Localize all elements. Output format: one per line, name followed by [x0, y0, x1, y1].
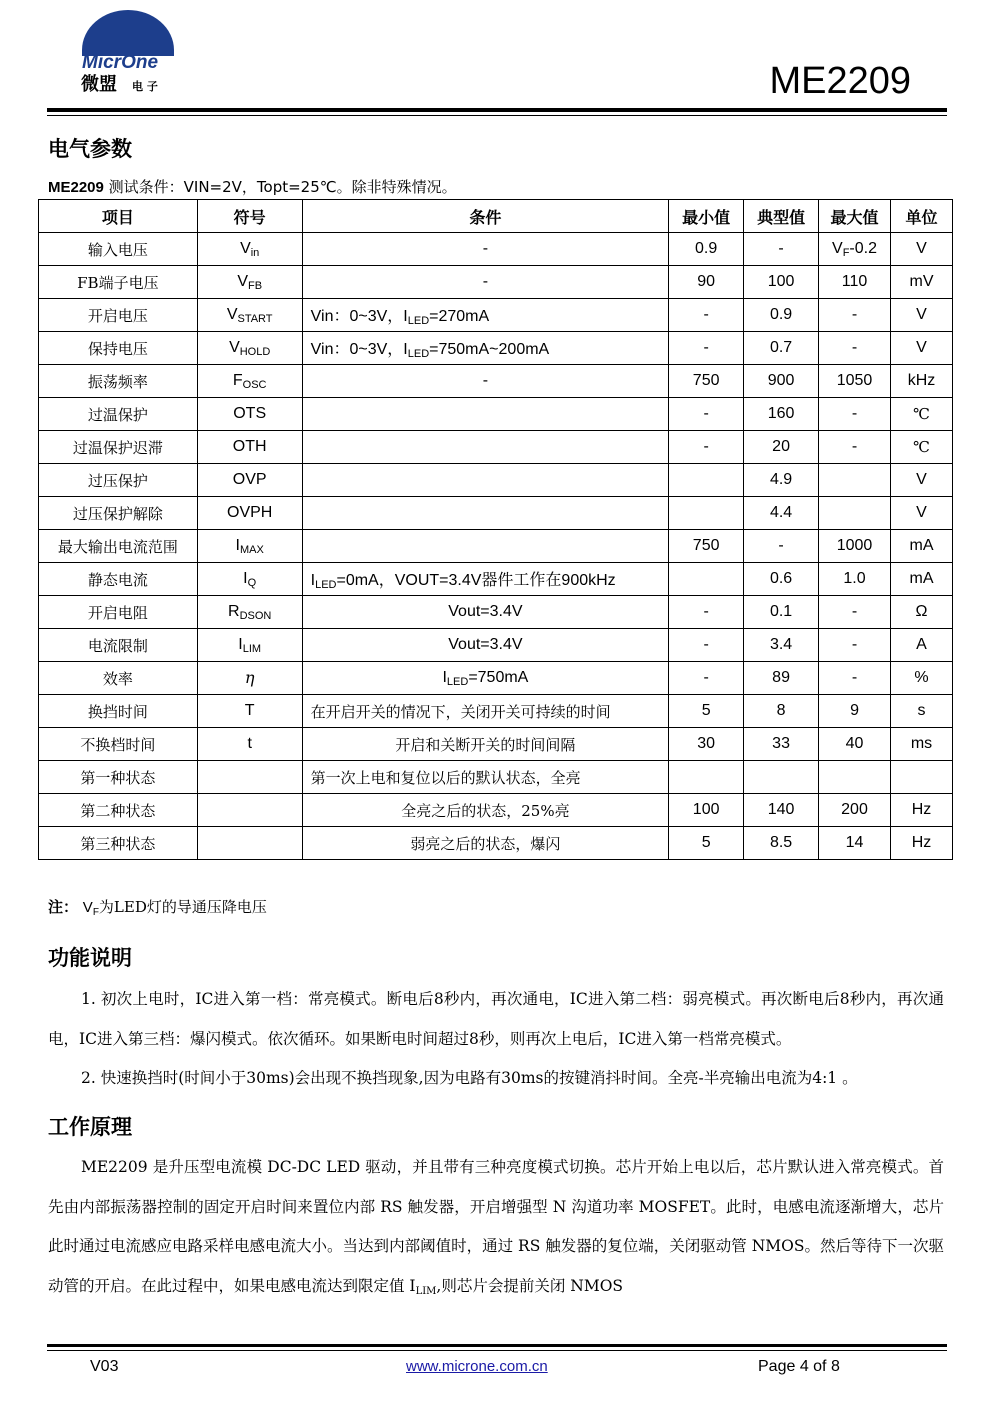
cell-min: -: [669, 332, 744, 365]
table-header-cell: 条件: [302, 200, 669, 233]
footer-url-link[interactable]: www.microne.com.cn: [406, 1358, 548, 1375]
cell-typ: 89: [744, 662, 819, 695]
section-title-principle: 工作原理: [48, 1115, 132, 1139]
cell-symbol: $I_Q$: [197, 563, 302, 596]
cell-unit: A: [891, 629, 953, 662]
cell-unit: V: [891, 332, 953, 365]
cell-condition: [302, 431, 669, 464]
cell-min: 5: [669, 695, 744, 728]
footer-rule: [47, 1344, 947, 1347]
cell-min: 0.9: [669, 233, 744, 266]
cell-item: 不换档时间: [39, 728, 198, 761]
cell-min: [669, 497, 744, 530]
cell-min: [669, 464, 744, 497]
cell-max: 14: [819, 827, 891, 860]
table-row: [39, 332, 953, 365]
cell-max: -: [819, 398, 891, 431]
table-row: [39, 431, 953, 464]
cell-typ: -: [744, 530, 819, 563]
cell-item: 振荡频率: [39, 365, 198, 398]
cell-symbol: $I_{MAX}$: [197, 530, 302, 563]
cell-condition: $I_{LED}=0mA$，VOUT=3.4V器件工作在900kHz: [302, 563, 669, 596]
parameters-table: [38, 199, 953, 860]
table-row: [39, 497, 953, 530]
cell-typ: 20: [744, 431, 819, 464]
cell-item: 保持电压: [39, 332, 198, 365]
cell-item: 电流限制: [39, 629, 198, 662]
header-rule: [47, 108, 947, 112]
cell-max: 1.0: [819, 563, 891, 596]
cell-condition: 在开启开关的情况下，关闭开关可持续的时间: [302, 695, 669, 728]
cell-typ: 0.1: [744, 596, 819, 629]
cell-item: 过压保护解除: [39, 497, 198, 530]
cell-item: 最大输出电流范围: [39, 530, 198, 563]
cell-symbol: η: [197, 662, 302, 695]
cell-typ: 160: [744, 398, 819, 431]
cell-symbol: $V_{FB}$: [197, 266, 302, 299]
cell-min: [669, 563, 744, 596]
cell-symbol: $F_{OSC}$: [197, 365, 302, 398]
note-label: 注：: [48, 898, 79, 916]
table-row: [39, 530, 953, 563]
cell-item: 第三种状态: [39, 827, 198, 860]
cell-unit: Hz: [891, 794, 953, 827]
cell-unit: mA: [891, 530, 953, 563]
note-symbol: $V_F$: [82, 899, 99, 918]
logo-cn: 微盟: [81, 74, 117, 95]
cell-typ: [744, 761, 819, 794]
cell-min: -: [669, 629, 744, 662]
cell-item: FB端子电压: [39, 266, 198, 299]
cell-typ: 0.9: [744, 299, 819, 332]
cell-typ: 33: [744, 728, 819, 761]
cell-symbol: t: [197, 728, 302, 761]
cell-typ: 4.4: [744, 497, 819, 530]
logo-arc-icon: [82, 10, 174, 56]
cell-min: 30: [669, 728, 744, 761]
cell-condition: 第一次上电和复位以后的默认状态，全亮: [302, 761, 669, 794]
logo-latin: MicrOne: [82, 52, 159, 73]
cell-typ: -: [744, 233, 819, 266]
table-row: [39, 728, 953, 761]
cell-max: [819, 761, 891, 794]
cell-max: [819, 497, 891, 530]
cell-min: -: [669, 299, 744, 332]
cell-max: -: [819, 662, 891, 695]
cell-typ: 4.9: [744, 464, 819, 497]
part-number: ME2209: [769, 60, 911, 102]
cell-unit: V: [891, 497, 953, 530]
cell-condition: Vin：0~3V，$I_{LED}=750mA\sim 200mA$: [302, 332, 669, 365]
cell-symbol: [197, 794, 302, 827]
table-note: [48, 896, 267, 918]
footer-link-wrap: [406, 1358, 548, 1375]
cell-typ: 0.6: [744, 563, 819, 596]
cell-symbol: $R_{DSON}$: [197, 596, 302, 629]
table-row: [39, 299, 953, 332]
cell-item: 换挡时间: [39, 695, 198, 728]
cell-symbol: $V_{HOLD}$: [197, 332, 302, 365]
cell-unit: Ω: [891, 596, 953, 629]
cell-max: 110: [819, 266, 891, 299]
note-text: 为LED灯的导通压降电压: [98, 898, 267, 916]
cell-max: 1000: [819, 530, 891, 563]
cell-unit: kHz: [891, 365, 953, 398]
cell-condition: -: [302, 365, 669, 398]
principle-paragraph: ME2209 是升压型电流模 DC-DC LED 驱动，并且带有三种亮度模式切换。芯片开始上电以后，芯片默认进入常亮模式。首先由内部振荡器控制的固定开启时间来置位内部 RS 触发器，开启增强型 N 沟道功率 MOSFET。此时，电感电流逐渐增大，芯片此时通过电流感应电路采样电感电流大小。当达到内部阈值时，通过 RS 触发器的复位端，关闭驱动管 NMOS。然后等待下一次驱动管的开启。在此过程中，如果电感电流达到限定值 $I_{LIM}$,则芯片会提前关闭 NMOS: [48, 1158, 944, 1297]
cell-symbol: OTS: [197, 398, 302, 431]
cell-typ: 8: [744, 695, 819, 728]
cell-condition: [302, 464, 669, 497]
cell-max: $V_F-0.2$: [819, 233, 891, 266]
cell-symbol: T: [197, 695, 302, 728]
cell-unit: %: [891, 662, 953, 695]
table-row: [39, 365, 953, 398]
table-header-cell: 项目: [39, 200, 198, 233]
table-row: [39, 761, 953, 794]
table-row: [39, 662, 953, 695]
footer-page-number: Page 4 of 8: [758, 1358, 840, 1375]
cell-max: -: [819, 596, 891, 629]
table-header-cell: 单位: [891, 200, 953, 233]
cell-item: 第一种状态: [39, 761, 198, 794]
section-title-function: 功能说明: [48, 946, 132, 970]
table-header-cell: 最小值: [669, 200, 744, 233]
cell-item: 效率: [39, 662, 198, 695]
cell-item: 第二种状态: [39, 794, 198, 827]
cell-unit: mA: [891, 563, 953, 596]
cell-symbol: $V_{in}$: [197, 233, 302, 266]
table-row: [39, 398, 953, 431]
cell-unit: mV: [891, 266, 953, 299]
caption-text: 测试条件：VIN=2V，Topt=25℃。除非特殊情况。: [103, 178, 457, 196]
cell-condition: [302, 398, 669, 431]
cell-max: -: [819, 629, 891, 662]
cell-condition: 全亮之后的状态，25%亮: [302, 794, 669, 827]
table-header-row: [39, 200, 953, 233]
cell-condition: $I_{LED}=750mA$: [302, 662, 669, 695]
cell-condition: 弱亮之后的状态，爆闪: [302, 827, 669, 860]
cell-unit: V: [891, 233, 953, 266]
cell-condition: 开启和关断开关的时间间隔: [302, 728, 669, 761]
cell-min: 5: [669, 827, 744, 860]
cell-condition: Vin：0~3V，$I_{LED}=270mA$: [302, 299, 669, 332]
cell-min: -: [669, 431, 744, 464]
cell-unit: V: [891, 299, 953, 332]
function-paragraph-2: 2. 快速换挡时(时间小于30ms)会出现不换挡现象,因为电路有30ms的按键消抖时间。全亮-半亮输出电流为4:1 。: [81, 1069, 858, 1087]
table-row: [39, 266, 953, 299]
cell-min: -: [669, 596, 744, 629]
table-row: [39, 464, 953, 497]
footer-rule-thin: [47, 1350, 947, 1351]
table-header-cell: 最大值: [819, 200, 891, 233]
cell-condition: Vout=3.4V: [302, 629, 669, 662]
cell-item: 过温保护: [39, 398, 198, 431]
cell-unit: ℃: [891, 431, 953, 464]
cell-max: 40: [819, 728, 891, 761]
cell-unit: Hz: [891, 827, 953, 860]
function-paragraph-1: 1. 初次上电时，IC进入第一档：常亮模式。断电后8秒内，再次通电，IC进入第二档：弱亮模式。再次断电后8秒内，再次通电，IC进入第三档：爆闪模式。依次循环。如果断电时间超过8秒，则再次上电后，IC进入第一档常亮模式。: [48, 990, 944, 1048]
cell-condition: Vout=3.4V: [302, 596, 669, 629]
cell-min: [669, 761, 744, 794]
caption-part: ME2209: [48, 179, 104, 196]
cell-unit: ℃: [891, 398, 953, 431]
cell-item: 开启电阻: [39, 596, 198, 629]
cell-item: 输入电压: [39, 233, 198, 266]
table-row: [39, 827, 953, 860]
logo-cn-small: 电 子: [132, 80, 158, 93]
cell-unit: [891, 761, 953, 794]
cell-min: -: [669, 398, 744, 431]
cell-typ: 8.5: [744, 827, 819, 860]
cell-symbol: OTH: [197, 431, 302, 464]
cell-typ: 0.7: [744, 332, 819, 365]
cell-min: 750: [669, 365, 744, 398]
cell-max: 200: [819, 794, 891, 827]
table-row: [39, 794, 953, 827]
cell-max: 1050: [819, 365, 891, 398]
company-logo: [78, 10, 178, 100]
table-row: [39, 596, 953, 629]
cell-max: -: [819, 431, 891, 464]
cell-symbol: $I_{LIM}$: [197, 629, 302, 662]
section-title-electrical: 电气参数: [48, 137, 132, 161]
cell-item: 开启电压: [39, 299, 198, 332]
table-row: [39, 233, 953, 266]
cell-min: 90: [669, 266, 744, 299]
cell-max: [819, 464, 891, 497]
cell-min: 750: [669, 530, 744, 563]
cell-item: 过压保护: [39, 464, 198, 497]
cell-condition: -: [302, 233, 669, 266]
cell-item: 过温保护迟滞: [39, 431, 198, 464]
cell-unit: V: [891, 464, 953, 497]
table-row: [39, 695, 953, 728]
cell-max: 9: [819, 695, 891, 728]
cell-unit: s: [891, 695, 953, 728]
cell-typ: 3.4: [744, 629, 819, 662]
cell-typ: 900: [744, 365, 819, 398]
table-header-cell: 符号: [197, 200, 302, 233]
cell-min: -: [669, 662, 744, 695]
table-caption: [48, 176, 457, 197]
cell-condition: -: [302, 266, 669, 299]
header-rule-thin: [47, 115, 947, 116]
cell-typ: 100: [744, 266, 819, 299]
cell-max: -: [819, 332, 891, 365]
footer-version: V03: [90, 1358, 119, 1375]
cell-symbol: OVPH: [197, 497, 302, 530]
table-body: [39, 233, 953, 860]
cell-symbol: $V_{START}$: [197, 299, 302, 332]
cell-max: -: [819, 299, 891, 332]
cell-unit: ms: [891, 728, 953, 761]
cell-typ: 140: [744, 794, 819, 827]
table-header-cell: 典型值: [744, 200, 819, 233]
cell-condition: [302, 530, 669, 563]
cell-condition: [302, 497, 669, 530]
cell-symbol: OVP: [197, 464, 302, 497]
cell-item: 静态电流: [39, 563, 198, 596]
table-row: [39, 563, 953, 596]
table-row: [39, 629, 953, 662]
cell-symbol: [197, 761, 302, 794]
cell-min: 100: [669, 794, 744, 827]
cell-symbol: [197, 827, 302, 860]
